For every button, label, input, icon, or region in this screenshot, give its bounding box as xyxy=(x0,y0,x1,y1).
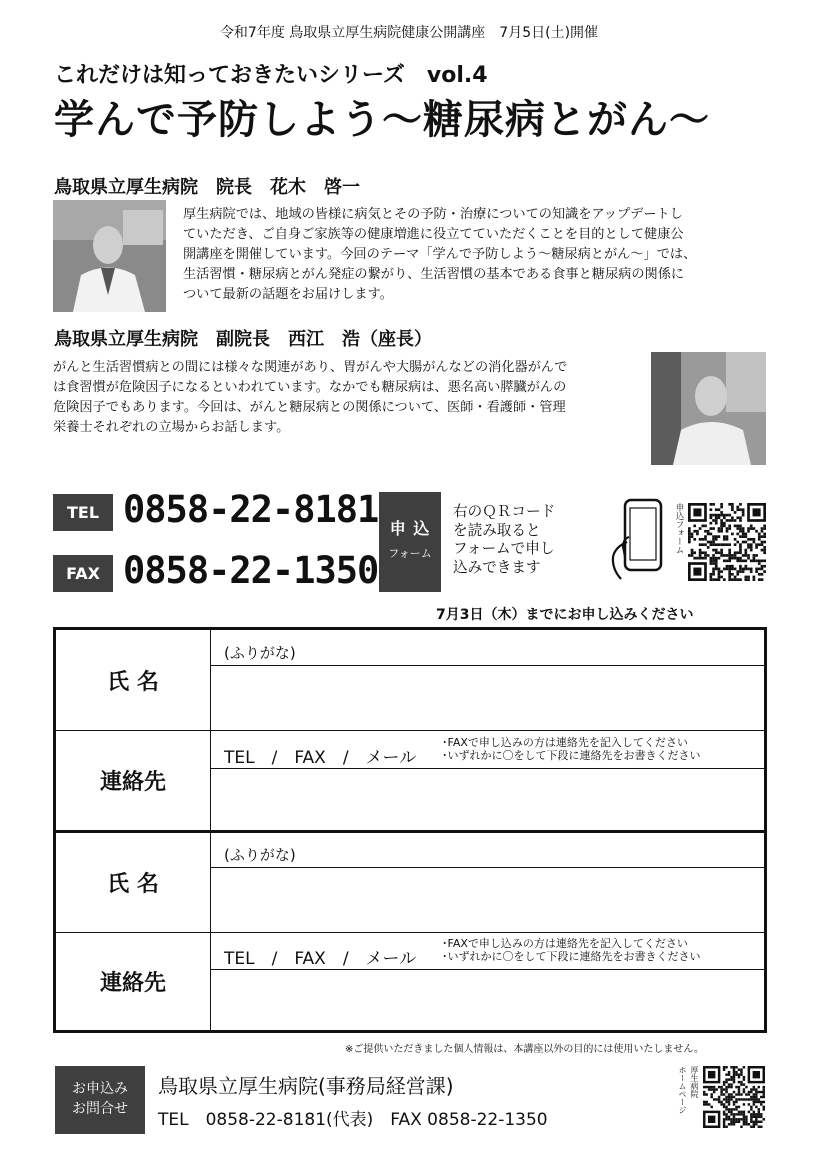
speaker-1-text-line: 生活習慣・糖尿病とがん発症の繋がり、生活習慣の基本である食事と糖尿病の関係に xyxy=(183,267,685,282)
speaker-1-text-line: ていただき、ご自身ご家族等の健康増進に役立てていただくことを目的として健康公 xyxy=(183,227,684,242)
name-input-area[interactable] xyxy=(213,868,763,931)
deadline-text: 7月3日（木）までにお申し込みください xyxy=(436,607,694,623)
qr-instruction-line: 込みできます xyxy=(453,558,541,576)
series-title: これだけは知っておきたいシリーズ vol.4 xyxy=(54,63,488,88)
speaker-1-text-line: 厚生病院では、地域の皆様に病気とその予防・治療についての知識をアップデートし xyxy=(183,207,683,222)
name-input-area[interactable] xyxy=(213,666,763,729)
homepage-side-label-2: 厚生病院 xyxy=(690,1066,699,1098)
contact-label: 連絡先 xyxy=(56,731,211,830)
furigana-label: (ふりがな) xyxy=(224,846,296,864)
privacy-note: ※ご提供いただきました個人情報は、本講座以外の目的には使用いたしません。 xyxy=(345,1044,704,1055)
contact-label: 連絡先 xyxy=(56,933,211,1030)
inquiry-tag-line-2: お問合せ xyxy=(72,1101,128,1117)
speaker-2-text-line: 栄養士それぞれの立場からお話します。 xyxy=(53,420,290,435)
contact-note-2: ･いずれかに〇をして下段に連絡先をお書きください xyxy=(442,749,701,762)
application-form-tag xyxy=(379,492,441,592)
tel-tag: TEL xyxy=(53,494,113,531)
contact-input-area[interactable] xyxy=(213,970,763,1029)
tel-number[interactable]: 0858-22-8181 xyxy=(123,488,379,531)
contact-methods[interactable]: TEL / FAX / メール xyxy=(224,949,417,969)
speaker-2-text-line: 危険因子でもあります。今回は、がんと糖尿病との関係について、医師・看護師・管理 xyxy=(53,400,566,415)
application-form-table xyxy=(53,627,767,1033)
qr-instruction-line: を読み取ると xyxy=(453,521,541,539)
inquiry-tag xyxy=(55,1066,145,1134)
furigana-label: (ふりがな) xyxy=(224,644,296,662)
event-date-line: 令和7年度 鳥取県立厚生病院健康公開講座 7月5日(土)開催 xyxy=(219,25,599,41)
speaker-2-photo xyxy=(651,352,766,465)
speaker-1-text-line: ついて最新の話題をお届けします。 xyxy=(183,287,393,302)
smartphone-icon xyxy=(609,497,669,587)
qr-instruction-line: フォームで申し xyxy=(453,540,555,557)
form-tag-bottom: フォーム xyxy=(388,547,432,560)
fax-tag: FAX xyxy=(53,555,113,592)
name-label: 氏 名 xyxy=(56,833,211,932)
homepage-qr-code-icon[interactable] xyxy=(703,1066,765,1132)
speaker-2-name: 鳥取県立厚生病院 副院長 西江 浩（座長） xyxy=(54,329,432,350)
qr-instruction-line: 右のＱＲコード xyxy=(453,503,556,520)
qr-code-icon[interactable] xyxy=(688,503,766,585)
homepage-side-label-1: ホームページ xyxy=(678,1066,687,1114)
inquiry-tag-line-1: お申込み xyxy=(72,1081,128,1097)
speaker-2-text-line: は食習慣が危険因子になるといわれています。なかでも糖尿病は、悪名高い膵臓がんの xyxy=(53,380,567,395)
contact-input-area[interactable] xyxy=(213,769,763,829)
speaker-1-photo xyxy=(53,200,166,312)
speaker-2-text-line: がんと生活習慣病との間には様々な関連があり、胃がんや大腸がんなどの消化器がんで xyxy=(53,360,568,375)
form-tag-top: 申 込 xyxy=(389,519,431,538)
contact-note-1: ･FAXで申し込みの方は連絡先を記入してください xyxy=(442,937,688,950)
speaker-1-text-line: 開講座を開催しています。今回のテーマ「学んで予防しよう～糖尿病とがん～」では、 xyxy=(183,247,697,262)
speaker-1-name: 鳥取県立厚生病院 院長 花木 啓一 xyxy=(54,177,360,198)
name-label: 氏 名 xyxy=(56,630,211,730)
qr-side-label: 申込フォーム xyxy=(674,503,684,554)
contact-note-1: ･FAXで申し込みの方は連絡先を記入してください xyxy=(442,736,688,749)
contact-methods[interactable]: TEL / FAX / メール xyxy=(224,748,417,768)
contact-note-2: ･いずれかに〇をして下段に連絡先をお書きください xyxy=(442,950,701,963)
organization-name: 鳥取県立厚生病院(事務局経営課) xyxy=(158,1074,454,1098)
footer-contact-line: TEL 0858-22-8181(代表) FAX 0858-22-1350 xyxy=(158,1110,548,1130)
fax-number: 0858-22-1350 xyxy=(123,549,379,592)
page-title: 学んで予防しよう～糖尿病とがん～ xyxy=(54,97,710,143)
